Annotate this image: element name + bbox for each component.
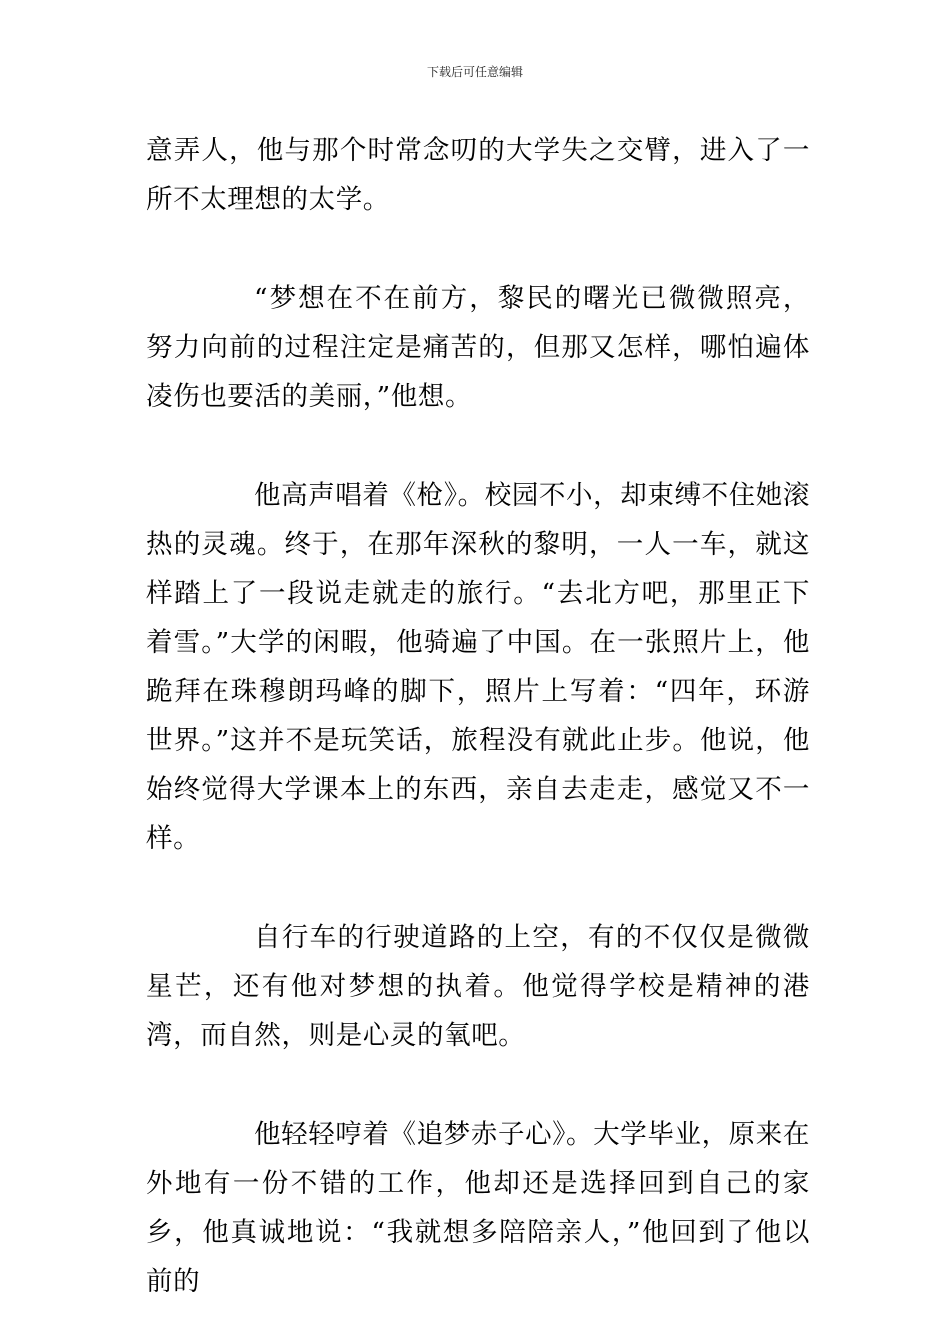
- paragraph-2: “梦想在不在前方，黎民的曙光已微微照亮，努力向前的过程注定是痛苦的，但那又怎样，哪怕遍体凌伤也要活的美丽，”他想。: [146, 283, 810, 412]
- document-body: [146, 126, 810, 1306]
- paragraph-3: 他高声唱着《枪》。校园不小，却束缚不住她滚热的灵魂。终于，在那年深秋的黎明，一人一车，就这样踏上了一段说走就走的旅行。“去北方吧，那里正下着雪。”大学的闲暇，他骑遍了中国。在一张照片上，他跪拜在珠穆朗玛峰的脚下，照片上写着：“四年，环游世界。”这并不是玩笑话，旅程没有就此止步。他说，他始终觉得大学课本上的东西，亲自去走走，感觉又不一样。: [146, 480, 810, 854]
- paragraph-gap: [146, 421, 810, 471]
- paragraph-gap: [146, 224, 810, 274]
- paragraph-gap: [146, 1060, 810, 1110]
- paragraph-5: 他轻轻哼着《追梦赤子心》。大学毕业，原来在外地有一份不错的工作，他却还是选择回到自己的家乡，他真诚地说：“我就想多陪陪亲人，”他回到了他以前的: [146, 1119, 810, 1297]
- paragraph-1: 意弄人，他与那个时常念叨的大学失之交臂，进入了一所不太理想的太学。: [146, 135, 810, 215]
- paragraph-gap: [146, 863, 810, 913]
- paragraph-4: 自行车的行驶道路的上空，有的不仅仅是微微星芒，还有他对梦想的执着。他觉得学校是精神的港湾，而自然，则是心灵的氧吧。: [146, 922, 810, 1051]
- page-header: 下载后可任意编辑: [426, 65, 523, 79]
